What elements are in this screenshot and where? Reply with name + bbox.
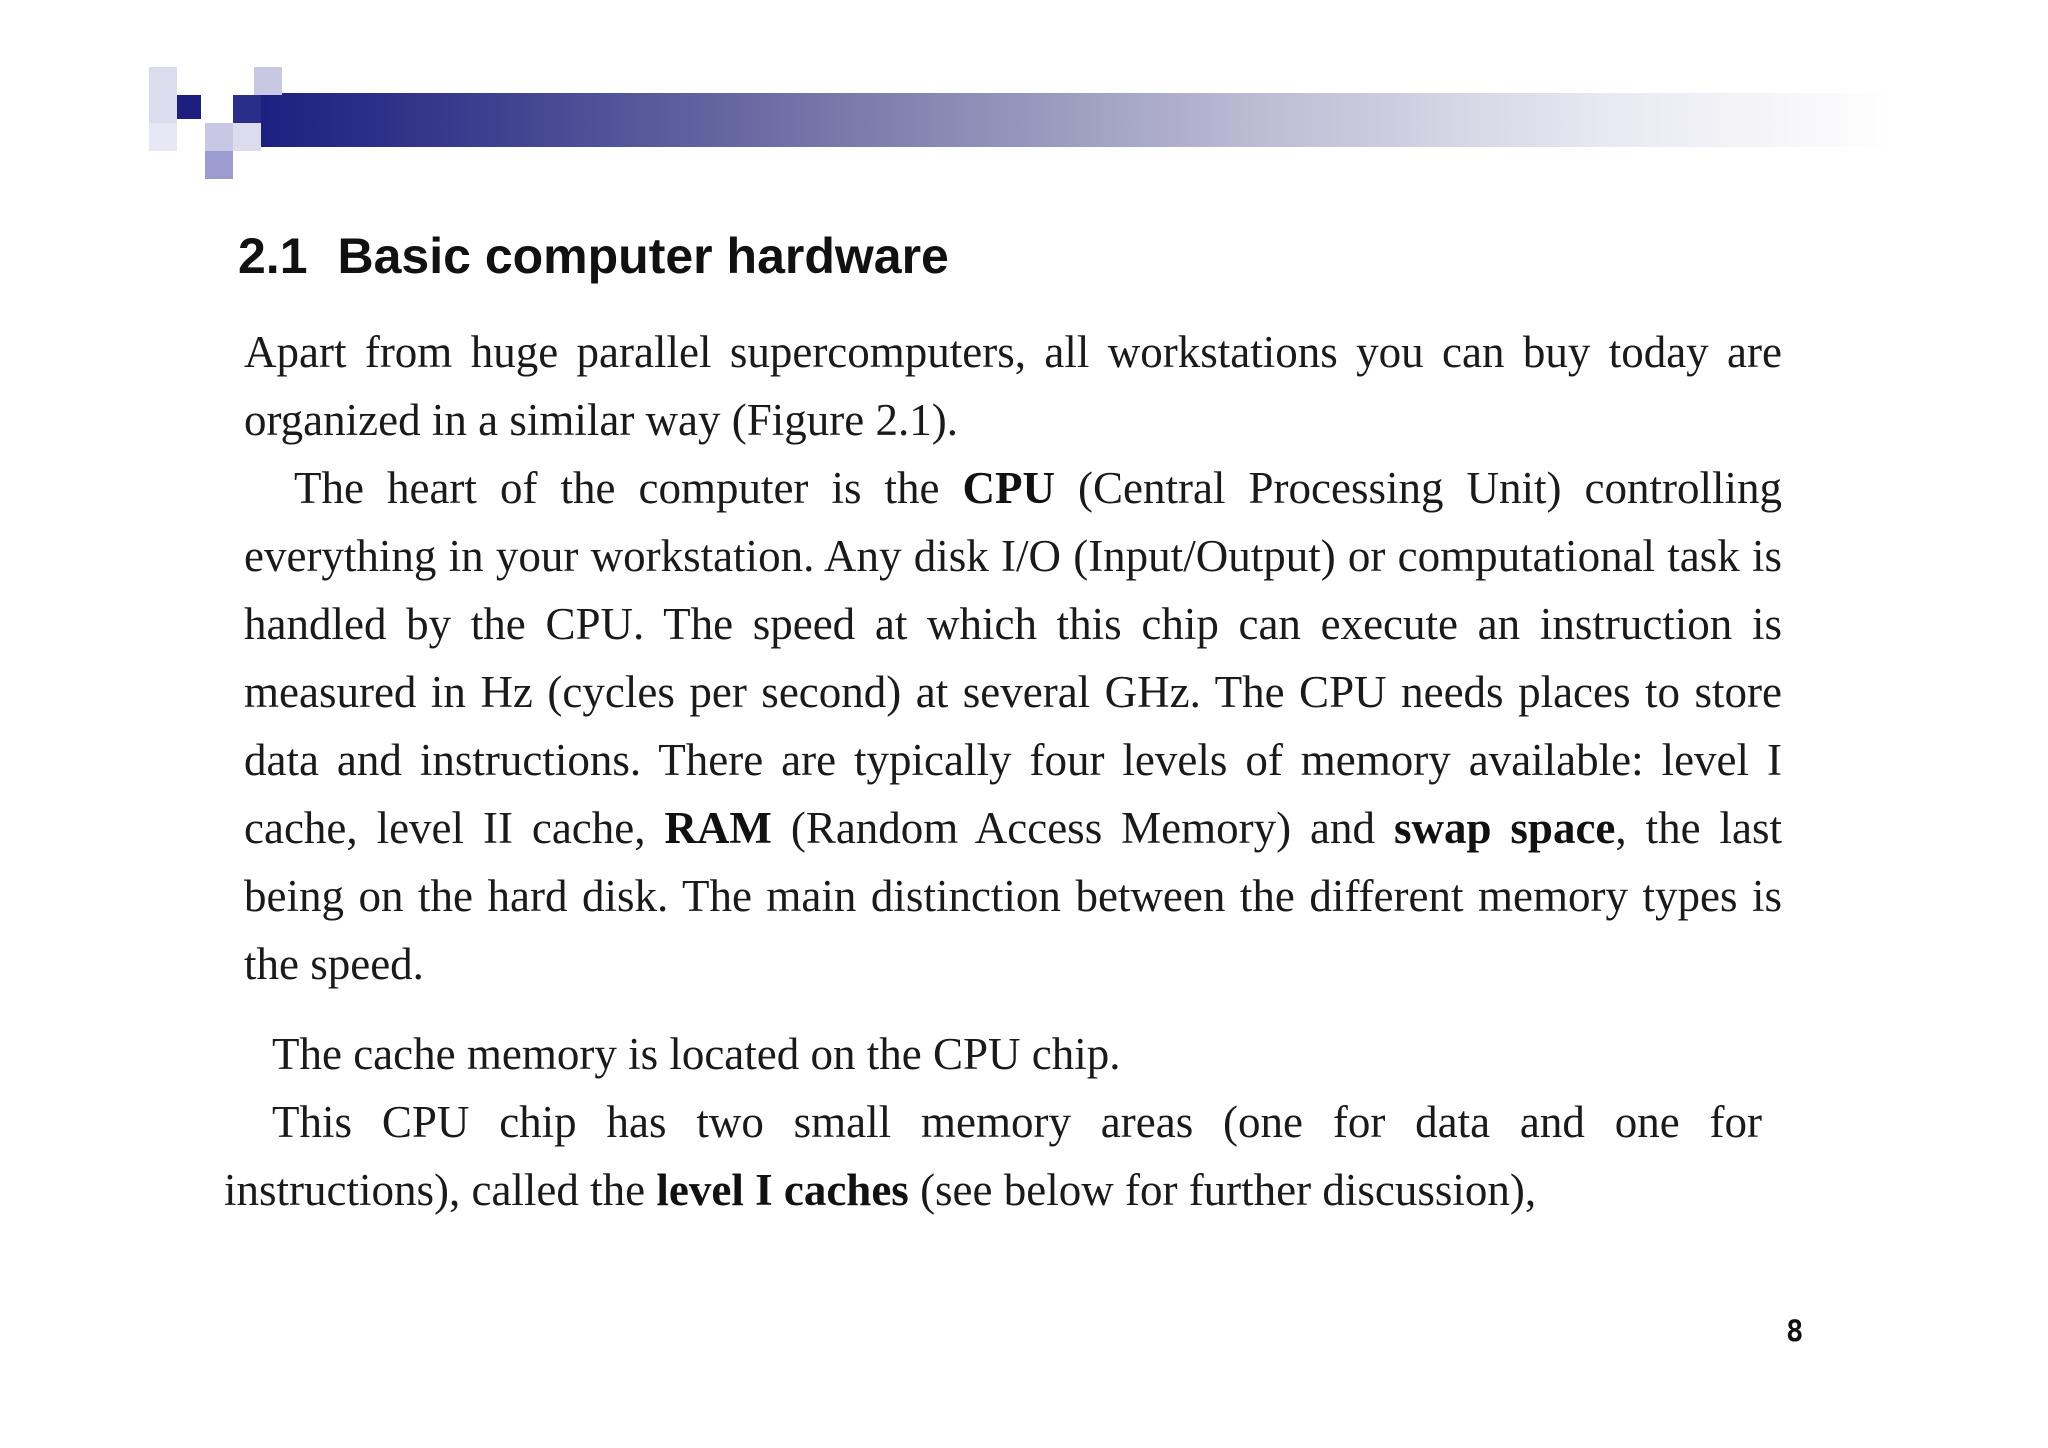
paragraph-level-one-cache	[224, 1088, 1762, 1224]
gradient-bar	[256, 93, 1896, 147]
bold-term-swap-space: swap space	[1393, 803, 1616, 853]
paragraph-text: The heart of the computer is the	[294, 463, 963, 513]
decor-square	[149, 123, 177, 151]
paragraph-text: (see below for further discussion),	[908, 1165, 1537, 1215]
paragraph-text: , the last being on the hard disk. The main distinction between the different memory types is the speed.	[244, 803, 1782, 989]
bold-term-level-one-caches: level I caches	[656, 1165, 909, 1215]
section-number: 2.1	[238, 228, 308, 284]
decor-square	[233, 123, 261, 151]
decor-square	[177, 95, 201, 119]
decor-square	[149, 95, 177, 123]
paragraph-cache-location	[272, 1020, 1672, 1088]
paragraph-text: This CPU chip has two small memory areas (one for data and one for instructions), called the	[224, 1097, 1762, 1215]
decor-square	[205, 151, 233, 179]
paragraph-text: The cache memory is located on the CPU chip.	[272, 1029, 1121, 1079]
page-number: 8	[1786, 1314, 1804, 1348]
paragraph-text: Apart from huge parallel supercomputers, all workstations you can buy today are organized in a similar way (Figure 2.1).	[244, 327, 1782, 445]
page-title	[238, 224, 949, 288]
bold-term-cpu: CPU	[962, 463, 1055, 513]
decor-square	[254, 67, 282, 95]
paragraph-text: (Random Access Memory) and	[771, 803, 1394, 853]
bold-term-ram: RAM	[664, 803, 772, 853]
paragraph-intro	[244, 318, 1782, 454]
decor-square	[149, 67, 177, 95]
decor-square	[205, 123, 233, 151]
paragraph-text: (Central Processing Unit) controlling everything in your workstation. Any disk I/O (Input/Output) or computational task is handled by the CPU. The speed at which this chip can execute an instruction is measured in Hz (cycles per second) at several GHz. The CPU needs places to store data and instructions. There are typically four levels of memory available: level I cache, level II cache,	[244, 463, 1782, 853]
decor-square	[233, 95, 261, 123]
section-title: Basic computer hardware	[337, 228, 949, 284]
slide-header-banner	[0, 0, 2048, 190]
paragraph-cpu	[244, 454, 1782, 998]
